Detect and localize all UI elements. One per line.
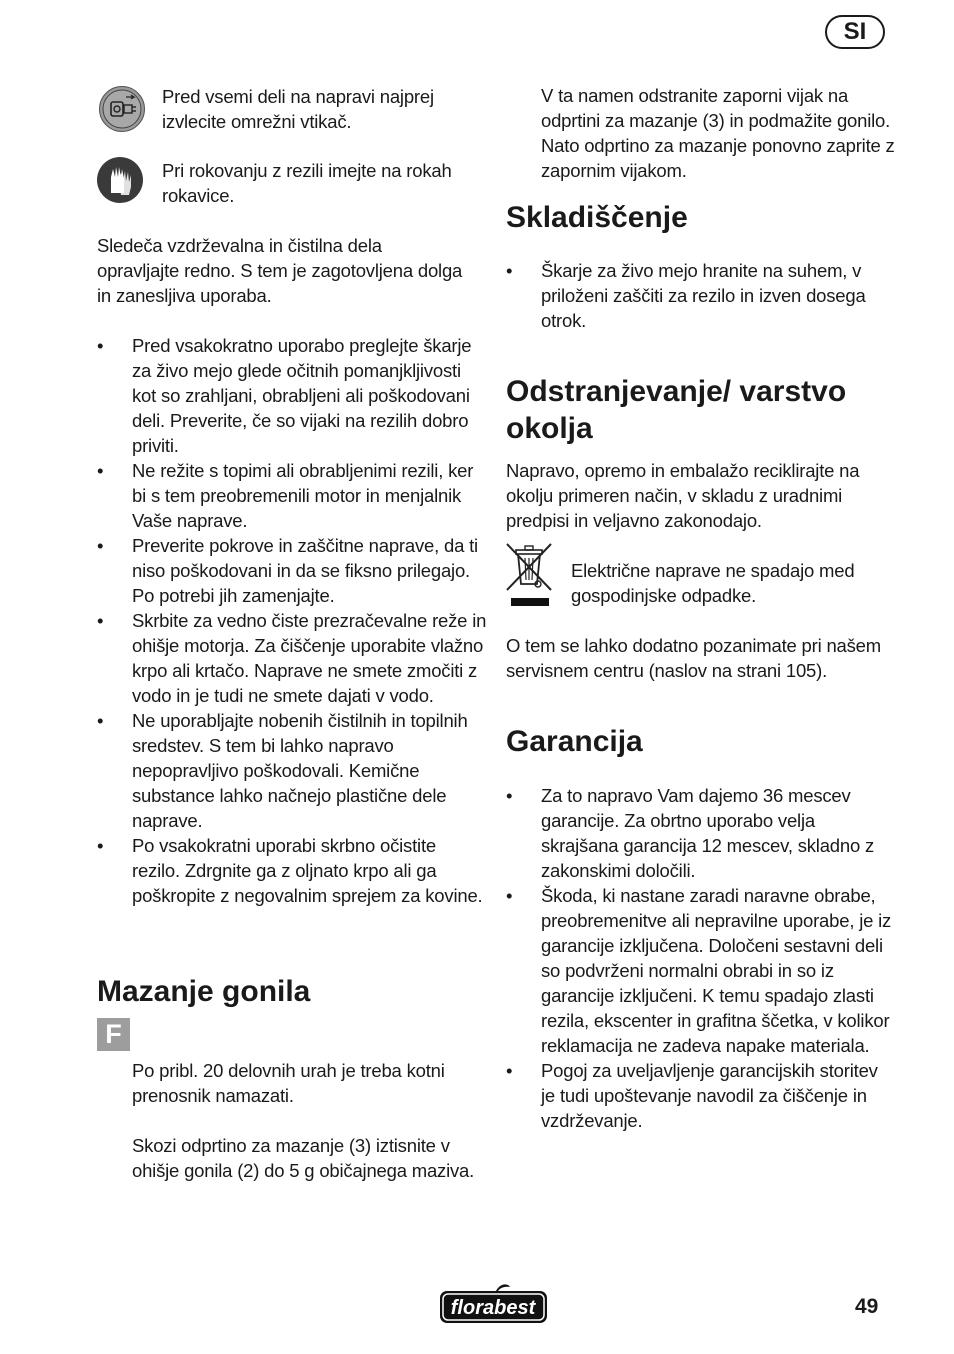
list-item: • Ne režite s topimi ali obrabljenimi rezili, ker bi s tem preobremenili motor in menjalnik Vaše naprave.: [97, 458, 487, 533]
heading-skladiscenje: Skladiščenje: [506, 201, 688, 234]
list-item: • Skrbite za vedno čiste prezračevalne reže in ohišje motorja. Za čiščenje uporabite vlažno krpo ali krtačo. Naprave ne smete zmočiti z vodo in je tudi ne smete dajati v vodo.: [97, 608, 487, 708]
gloves-note: Pri rokovanju z rezili imejte na rokah rokavice.: [162, 160, 452, 206]
warranty-list: [541, 783, 896, 1133]
list-item: • Pogoj za uveljavljenje garancijskih storitev je tudi upoštevanje navodil za čiščenje in vzdrževanje.: [541, 1058, 896, 1133]
heading-garancija: Garancija: [506, 725, 643, 758]
florabest-logo: [438, 1283, 550, 1325]
lubrication-continuation: V ta namen odstranite zaporni vijak na odprtini za mazanje (3) in podmažite gonilo. Nato odprtino za mazanje ponovno zaprite z zapornim vijakom.: [541, 85, 895, 181]
maintenance-list: [97, 333, 487, 908]
list-item: • Ne uporabljajte nobenih čistilnih in topilnih sredstev. S tem bi lahko napravo nepopravljivo poškodovali. Kemične substance lahko načnejo plastične dele naprave.: [97, 708, 487, 833]
list-item: • Pred vsakokratno uporabo preglejte škarje za živo mejo glede očitnih pomanjkljivosti kot so zrahljani, obrabljeni ali poškodovani deli. Preverite, če so vijaki na rezilih dobro priviti.: [97, 333, 487, 458]
list-item: • Škoda, ki nastane zaradi naravne obrabe, preobremenitve ali nepravilne uporabe, je iz garancije izključena. Določeni sestavni deli so podvrženi normalni obrabi in so iz garancije izključeni. K temu spadajo zlasti rezila, ekscenter in grafitna ščetka, v kolikor reklamacija ne zadeva napake materiala.: [541, 883, 896, 1058]
list-item: • Za to napravo Vam dajemo 36 mescev garancije. Za obrtno uporabo velja skrajšana garancija 12 mescev, skladno z zakonskimi določili.: [541, 783, 896, 883]
figure-badge: F: [97, 1018, 130, 1051]
storage-list: [541, 258, 896, 333]
maintenance-intro: Sledeča vzdrževalna in čistilna dela opravljajte redno. S tem je zagotovljena dolga in zanesljiva uporaba.: [97, 235, 463, 306]
weee-note: Električne naprave ne spadajo med gospodinjske odpadke.: [571, 560, 855, 606]
heading-line: okolja: [506, 412, 593, 445]
page-number: 49: [855, 1295, 879, 1318]
svg-text:florabest: florabest: [450, 1297, 536, 1319]
heading-mazanje-gonila: Mazanje gonila: [97, 975, 311, 1008]
unplug-note: Pred vsemi deli na napravi najprej izvlecite omrežni vtikač.: [162, 86, 434, 132]
heading-line: Odstranjevanje/ varstvo: [506, 375, 847, 408]
weee-bin-icon: [503, 540, 557, 608]
list-item: • Škarje za živo mejo hranite na suhem, v priloženi zaščiti za rezilo in izven dosega otrok.: [541, 258, 896, 333]
lubrication-paragraph-2: Skozi odprtino za mazanje (3) iztisnite v ohišje gonila (2) do 5 g običajnega maziva.: [132, 1135, 475, 1181]
list-item: • Preverite pokrove in zaščitne naprave, da ti niso poškodovani in da se fiksno prilegajo. Po potrebi jih zamenjajte.: [97, 533, 487, 608]
service-center-paragraph: O tem se lahko dodatno pozanimate pri našem servisnem centru (naslov na strani 105).: [506, 635, 881, 681]
disposal-paragraph: Napravo, opremo in embalažo reciklirajte na okolju primeren način, v skladu z uradnimi predpisi in veljavno zakonodajo.: [506, 460, 860, 531]
heading-odstranjevanje: [506, 373, 906, 447]
glove-icon: [97, 157, 143, 203]
language-badge: SI: [825, 15, 885, 49]
plug-icon: [99, 86, 145, 132]
lubrication-paragraph-1: Po pribl. 20 delovnih urah je treba kotni prenosnik namazati.: [132, 1060, 445, 1106]
list-item: • Po vsakokratni uporabi skrbno očistite rezilo. Zdrgnite ga z oljnato krpo ali ga poškropite z negovalnim sprejem za kovine.: [97, 833, 487, 908]
